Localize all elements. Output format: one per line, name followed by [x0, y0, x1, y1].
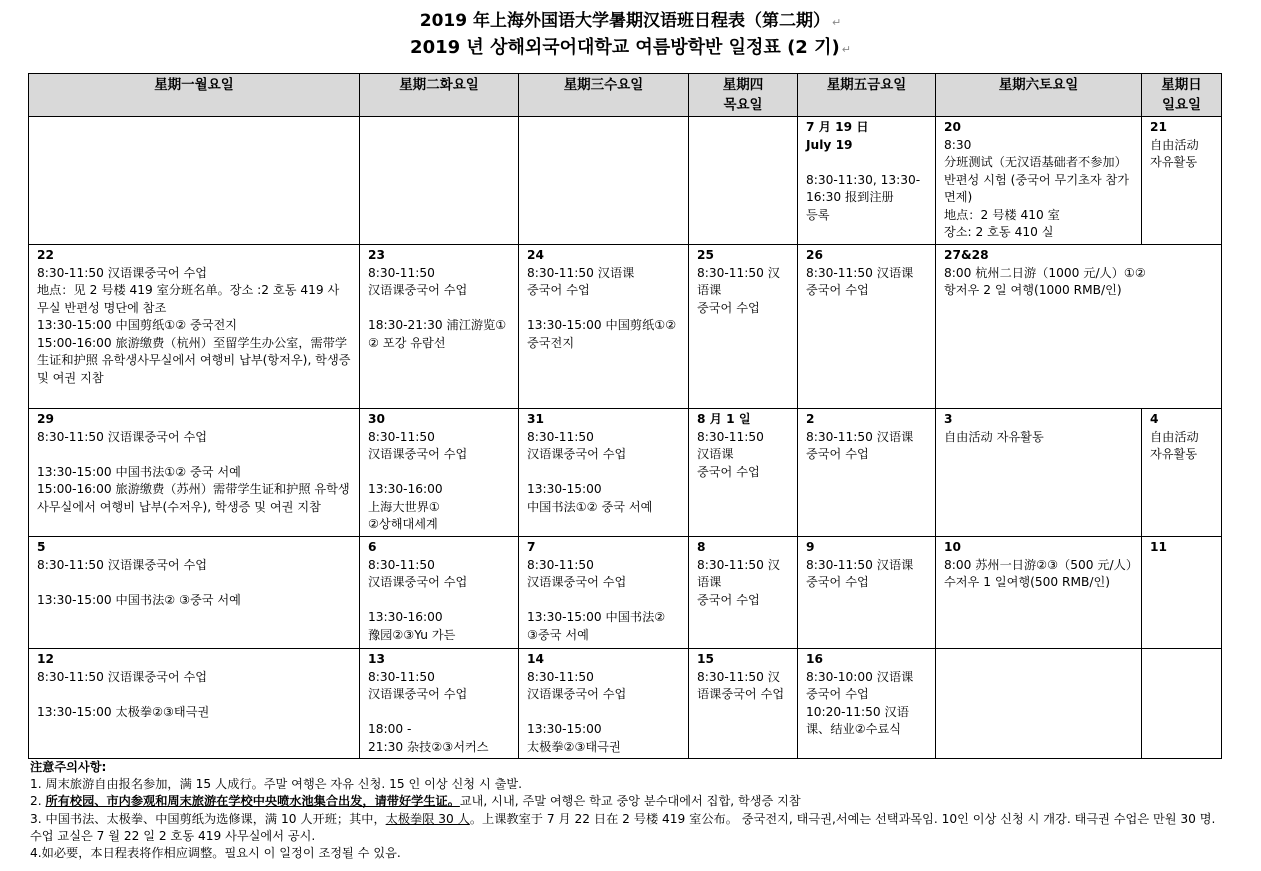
- schedule-body: [29, 117, 1222, 759]
- date-label: 7: [527, 540, 536, 554]
- cell-text: 地点：2 号楼 410 室: [944, 207, 1060, 222]
- cell-text: 8:30-11:50: [368, 429, 435, 444]
- cell-text: 8:00 杭州二日游（1000 元/人）①②: [944, 265, 1146, 280]
- day-cell: [519, 649, 689, 759]
- cell-text: 중국어 수업: [806, 283, 869, 297]
- day-cell: [360, 649, 519, 759]
- cell-text: [697, 335, 789, 353]
- cell-text: [527, 300, 680, 318]
- date-label: 3: [944, 412, 953, 426]
- cell-text: 自由活动: [1150, 429, 1199, 444]
- cell-text: 8:30-11:50 汉语课중국어 수업: [37, 265, 208, 280]
- date-label: 20: [944, 120, 961, 134]
- cell-text: 汉语课: [697, 447, 734, 461]
- cell-text: 自由活动 자유활동: [944, 429, 1044, 444]
- date-label: 9: [806, 540, 815, 554]
- note-4: 4.如必要，本日程表将作相应调整。필요시 이 일정이 조정될 수 있음.: [30, 846, 401, 861]
- cell-text: 8:30-11:50 汉语课: [806, 265, 914, 280]
- cell-text: [806, 464, 927, 482]
- cell-text: 地点：见 2 号楼 419 室分班名单。장소 :2 호동 419 사무실 반편성 명단에 참조: [37, 283, 340, 315]
- note-3: [30, 811, 1225, 845]
- cell-text: 15:00-16:00 旅游缴费（杭州）至留学生办公室，需带学生证和护照 유학생사무실에서 여행비 납부(항저우), 학생증 및 여권 지참: [37, 335, 351, 385]
- week-row: [29, 117, 1222, 245]
- cell-text: 汉语课중국어 수업: [368, 687, 468, 701]
- cell-text: 8:30-11:50 汉语课: [806, 429, 914, 444]
- day-header-mon: [29, 74, 360, 117]
- cell-text: 13:30-16:00: [368, 482, 443, 496]
- date-label: 22: [37, 248, 54, 262]
- cell-text: [527, 592, 680, 610]
- cell-text: [37, 119, 351, 137]
- date-label: 10: [944, 540, 961, 554]
- note-2-bold: 所有校园、市内参观和周末旅游在学校中央喷水池集合出发，请带好学生证。: [45, 794, 460, 809]
- cell-text: 汉语课중국어 수업: [368, 575, 468, 589]
- date-label: 2: [806, 412, 815, 426]
- day-header-wed: [519, 74, 689, 117]
- day-cell: [936, 649, 1142, 759]
- cell-text: 13:30-16:00: [368, 610, 443, 624]
- day-cell: [798, 537, 936, 649]
- cell-text: 汉语课중국어 수업: [368, 447, 468, 461]
- day-cell: [689, 117, 798, 245]
- title-korean: 2019 년 상해외국어대학교 여름방학반 일정표 (2 기): [410, 37, 840, 58]
- date-label: 8 月 1 일: [697, 412, 751, 426]
- cell-text: [368, 464, 510, 482]
- cell-text: 8:30: [944, 137, 972, 152]
- day-cell: [519, 245, 689, 409]
- cell-text: [806, 300, 927, 318]
- cell-text: 13:30-15:00 中国书法② ③중국 서예: [37, 592, 241, 607]
- cell-text: 8:30-10:00 汉语课: [806, 669, 914, 684]
- cell-text: ②상해대세계: [368, 517, 438, 531]
- cell-text: [697, 317, 789, 335]
- cell-text: 15:00-16:00 旅游缴费（苏州）需带学生证和护照 유학생사무실에서 여행비 납부(수저우), 학생증 및 여권 지참: [37, 482, 350, 514]
- day-cell: [519, 409, 689, 537]
- day-cell: [1142, 117, 1222, 245]
- cell-text: 13:30-15:00: [527, 482, 602, 496]
- cell-text: 8:30-11:50: [368, 265, 435, 280]
- cell-text: 8:30-11:50 汉语课중국어 수업: [37, 429, 208, 444]
- day-label: 星期五금요일: [826, 77, 907, 93]
- date-label: 23: [368, 248, 385, 262]
- date-label: 21: [1150, 120, 1167, 134]
- paragraph-mark-icon: ↵: [832, 16, 842, 29]
- note-3-underlined: 太极拳限 30 人: [385, 811, 470, 826]
- cell-text: 중국어 수업: [806, 447, 869, 461]
- day-label: 星期日 일요일: [1161, 77, 1202, 113]
- cell-text: 중국어 수업: [697, 464, 760, 479]
- cell-text: 13:30-15:00 中国书法①② 중국 서예: [37, 464, 241, 479]
- date-label: 15: [697, 652, 714, 666]
- cell-text: 8:30-11:50 汉语课중국어 수업: [37, 557, 208, 572]
- cell-text: ③중국 서예: [527, 627, 589, 642]
- cell-text: 8:30-11:50 汉语课중국어 수업: [37, 669, 208, 684]
- cell-text: 중국어 수업: [697, 300, 760, 315]
- cell-text: 13:30-15:00 中国书法②: [527, 610, 666, 624]
- day-cell: [936, 245, 1222, 409]
- day-cell: [29, 409, 360, 537]
- cell-text: 중국어 수업: [697, 592, 760, 607]
- day-label: 星期三수요일: [563, 77, 644, 93]
- note-2: [30, 793, 1225, 810]
- cell-text: [697, 119, 789, 137]
- cell-text: 장소: 2 호동 410 실: [944, 225, 1054, 239]
- week-row: [29, 649, 1222, 759]
- date-label: 29: [37, 412, 54, 426]
- cell-text: 豫园②③Yu 가든: [368, 627, 456, 642]
- cell-text: [697, 704, 789, 722]
- week-row: [29, 245, 1222, 409]
- cell-text: [527, 464, 680, 482]
- cell-text: 上海大世界①: [368, 499, 440, 514]
- day-cell: [29, 537, 360, 649]
- day-cell: [798, 649, 936, 759]
- cell-text: 8:00 苏州一日游②③（500 元/人）수저우 1 일여행(500 RMB/인): [944, 557, 1132, 589]
- cell-text: 自由活动: [1150, 137, 1199, 152]
- date-label: 8: [697, 540, 706, 554]
- cell-text: [527, 704, 680, 722]
- cell-text: [697, 609, 789, 627]
- cell-text: 中国书法①② 중국 서예: [527, 499, 653, 514]
- date-label: 4: [1150, 412, 1159, 426]
- cell-text: 13:30-15:00 中国剪纸①② 중국전지: [37, 318, 238, 332]
- cell-text: [527, 119, 680, 137]
- cell-text: [1150, 651, 1213, 669]
- day-cell: [689, 245, 798, 409]
- cell-text: 중국어 수업: [806, 575, 869, 589]
- cell-text: [37, 609, 351, 627]
- cell-text: 8:30-11:50 汉语课: [697, 557, 780, 589]
- date-label: 27&28: [944, 248, 989, 262]
- note-1: 1. 周末旅游自由报名参加，满 15 人成行。주말 여행은 자유 신청. 15 인 이상 신청 시 출발.: [30, 777, 523, 792]
- week-row: [29, 409, 1222, 537]
- page-subtitle: [0, 33, 1261, 59]
- day-header-thu: [689, 74, 798, 117]
- cell-text: 18:00 -: [368, 722, 412, 736]
- cell-text: 8:30-11:50 汉语课: [806, 557, 914, 572]
- cell-text: 자유활동: [1150, 155, 1198, 169]
- note-2-rest: 교내, 시내, 주말 여행은 학교 중앙 분수대에서 집합, 학생증 지참: [459, 794, 801, 809]
- day-cell: [519, 537, 689, 649]
- day-cell: [519, 117, 689, 245]
- day-header-sat: [936, 74, 1142, 117]
- cell-text: [368, 300, 510, 318]
- cell-text: 8:30-11:50: [368, 669, 435, 684]
- cell-text: 18:30-21:30 浦江游览①② 포강 유람선: [368, 318, 507, 350]
- date-label: 24: [527, 248, 544, 262]
- day-cell: [1142, 649, 1222, 759]
- cell-text: [37, 574, 351, 592]
- date-label: 11: [1150, 540, 1167, 554]
- cell-text: 중국어 수업: [806, 687, 869, 701]
- notes-section: [30, 759, 1225, 862]
- date-label: 7 月 19 日: [806, 120, 869, 134]
- day-label: 星期一월요일: [154, 77, 234, 93]
- schedule-table: [28, 73, 1222, 759]
- paragraph-mark-icon: ↵: [841, 43, 851, 56]
- date-label: 5: [37, 540, 46, 554]
- cell-text: 13:30-15:00: [527, 722, 602, 736]
- day-cell: [29, 245, 360, 409]
- cell-text: 자유활동: [1150, 447, 1198, 461]
- day-cell: [936, 117, 1142, 245]
- day-cell: [689, 649, 798, 759]
- cell-text: 汉语课중국어 수업: [527, 447, 627, 461]
- day-cell: [689, 409, 798, 537]
- cell-text: [697, 627, 789, 645]
- cell-text: 8:30-11:50: [368, 557, 435, 572]
- cell-text: [37, 446, 351, 464]
- cell-text: 汉语课중국어 수업: [527, 687, 627, 701]
- cell-text: [944, 651, 1133, 669]
- date-label: 26: [806, 248, 823, 262]
- cell-text: [806, 609, 927, 627]
- cell-text: 8:30-11:50 汉语课: [527, 265, 635, 280]
- day-cell: [936, 537, 1142, 649]
- date-label: July 19: [806, 137, 853, 152]
- cell-text: 分班测试（无汉语基础者不参加）반편성 시험 (중국어 무기초자 참가 면제): [944, 155, 1130, 204]
- cell-text: [368, 119, 510, 137]
- date-label: 25: [697, 248, 714, 262]
- cell-text: [806, 592, 927, 610]
- cell-text: 중국전지: [527, 335, 575, 350]
- day-cell: [936, 409, 1142, 537]
- day-cell: [1142, 537, 1222, 649]
- cell-text: 8:30-11:30, 13:30-16:30 报到注册: [806, 172, 921, 204]
- cell-text: 중국어 수업: [527, 283, 590, 297]
- cell-text: 10:20-11:50 汉语课、结业②수료식: [806, 704, 909, 736]
- cell-text: 8:30-11:50: [527, 669, 594, 684]
- notes-header: 注意주의사항:: [30, 760, 107, 774]
- cell-text: 8:30-11:50: [527, 429, 594, 444]
- day-cell: [360, 537, 519, 649]
- day-header-sun: [1142, 74, 1222, 117]
- day-cell: [29, 649, 360, 759]
- date-label: 14: [527, 652, 544, 666]
- cell-text: 8:30-11:50 汉语课중국어 수업: [697, 669, 785, 701]
- day-cell: [689, 537, 798, 649]
- note-3-prefix: 3. 中国书法、太极拳、中国剪纸为选修课，满 10 人开班；其中，: [30, 811, 386, 826]
- week-row: [29, 537, 1222, 649]
- date-label: 12: [37, 652, 54, 666]
- day-cell: [798, 409, 936, 537]
- day-label: 星期二화요일: [399, 77, 479, 93]
- cell-text: 太极拳②③태극권: [527, 739, 621, 754]
- date-label: 31: [527, 412, 544, 426]
- cell-text: 汉语课중국어 수업: [368, 283, 468, 297]
- day-cell: [798, 117, 936, 245]
- date-label: 6: [368, 540, 377, 554]
- day-cell: [360, 245, 519, 409]
- cell-text: 汉语课중국어 수업: [527, 575, 627, 589]
- cell-text: 13:30-15:00 太极拳②③태극권: [37, 704, 210, 719]
- day-cell: [360, 409, 519, 537]
- cell-text: [368, 704, 510, 722]
- date-label: 16: [806, 652, 823, 666]
- day-label: 星期六토요일: [998, 77, 1079, 93]
- day-header-row: [29, 74, 1222, 117]
- day-label: 星期四 목요일: [722, 77, 764, 113]
- cell-text: 21:30 杂技②③서커스: [368, 739, 489, 754]
- cell-text: [806, 481, 927, 499]
- day-cell: [798, 245, 936, 409]
- day-header-fri: [798, 74, 936, 117]
- day-header-tue: [360, 74, 519, 117]
- note-2-prefix: 2.: [30, 794, 46, 809]
- cell-text: 13:30-15:00 中国剪纸①②: [527, 318, 677, 332]
- page-title: [0, 6, 1261, 31]
- cell-text: 8:30-11:50 汉语课: [697, 265, 780, 297]
- date-label: 13: [368, 652, 385, 666]
- day-cell: [1142, 409, 1222, 537]
- cell-text: 등록: [806, 207, 830, 222]
- cell-text: [368, 592, 510, 610]
- note-3-rest: 。上课教室于 7 月 22 日在 2 号楼 419 室公布。 중국전지, 태극권,서예는 선택과목임. 10인 이상 신청 시 개강. 태극권 수업은 만원 30 명.수업 교실은 7 월 22 일 2 호동 419 사무실에서 공시.: [30, 811, 1216, 843]
- cell-text: 8:30-11:50: [697, 429, 764, 444]
- day-cell: [360, 117, 519, 245]
- title-chinese: 2019 年上海外国语大学暑期汉语班日程表（第二期）: [419, 11, 830, 31]
- cell-text: [806, 154, 927, 172]
- cell-text: [37, 686, 351, 704]
- cell-text: 항저우 2 일 여행(1000 RMB/인): [944, 283, 1122, 297]
- cell-text: 8:30-11:50: [527, 557, 594, 572]
- date-label: 30: [368, 412, 385, 426]
- day-cell: [29, 117, 360, 245]
